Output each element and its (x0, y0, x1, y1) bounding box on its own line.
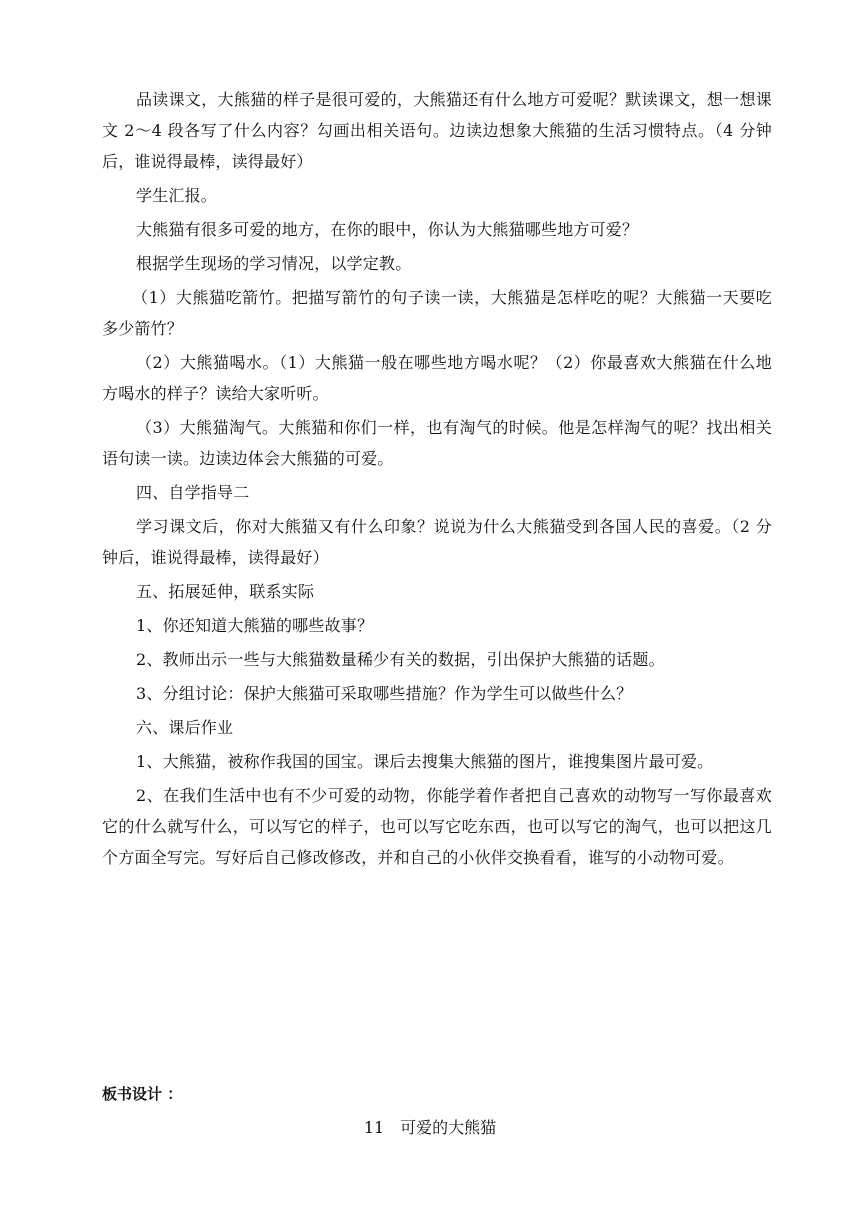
section-heading: 六、课后作业 (136, 718, 234, 737)
section-heading: 四、自学指导二 (136, 483, 250, 502)
board-design-title: 板书设计 ： (102, 1085, 183, 1103)
list-item: 1、大熊猫，被称作我国的国宝。课后去搜集大熊猫的图片，谁搜集图片最可爱。 (136, 752, 714, 771)
paragraph: 根据学生现场的学习情况，以学定教。 (136, 254, 412, 273)
paragraph: （1）大熊猫吃箭竹。把描写箭竹的句子读一读，大熊猫是怎样吃的呢？大熊猫一天要吃多少箭竹？ (102, 288, 772, 338)
paragraph: （3）大熊猫淘气。大熊猫和你们一样，也有淘气的时候。他是怎样淘气的呢？找出相关语句读一读。边读边体会大熊猫的可爱。 (102, 418, 772, 468)
list-item: 2、在我们生活中也有不少可爱的动物，你能学着作者把自己喜欢的动物写一写你最喜欢它的什么就写什么，可以写它的样子，也可以写它吃东西，也可以写它的淘气，也可以把这几个方面全写完。写好后自己修改修改，并和自己的小伙伴交换看看，谁写的小动物可爱。 (102, 786, 772, 867)
paragraph: 学生汇报。 (136, 186, 218, 205)
section-heading: 五、拓展延伸，联系实际 (136, 582, 315, 601)
list-item: 2、教师出示一些与大熊猫数量稀少有关的数据，引出保护大熊猫的话题。 (136, 650, 665, 669)
body-text (102, 84, 772, 876)
paragraph: 学习课文后，你对大熊猫又有什么印象？说说为什么大熊猫受到各国人民的喜爱。（2 分钟后，谁说得最棒，读得最好） (102, 517, 772, 567)
list-item: 3、分组讨论：保护大熊猫可采取哪些措施？作为学生可以做些什么？ (136, 684, 633, 703)
paragraph: （2）大熊猫喝水。（1）大熊猫一般在哪些地方喝水呢？（2）你最喜欢大熊猫在什么地方喝水的样子？读给大家听听。 (102, 353, 772, 403)
paragraph: 大熊猫有很多可爱的地方，在你的眼中，你认为大熊猫哪些地方可爱？ (136, 220, 639, 239)
board-design-heading: 11 可爱的大熊猫 (363, 1118, 497, 1137)
paragraph: 品读课文，大熊猫的样子是很可爱的，大熊猫还有什么地方可爱呢？默读课文，想一想课文 2～4 段各写了什么内容？勾画出相关语句。边读边想象大熊猫的生活习惯特点。（4 分钟后，谁说得最棒，读得最好） (102, 90, 772, 171)
list-item: 1、你还知道大熊猫的哪些故事？ (136, 616, 374, 635)
